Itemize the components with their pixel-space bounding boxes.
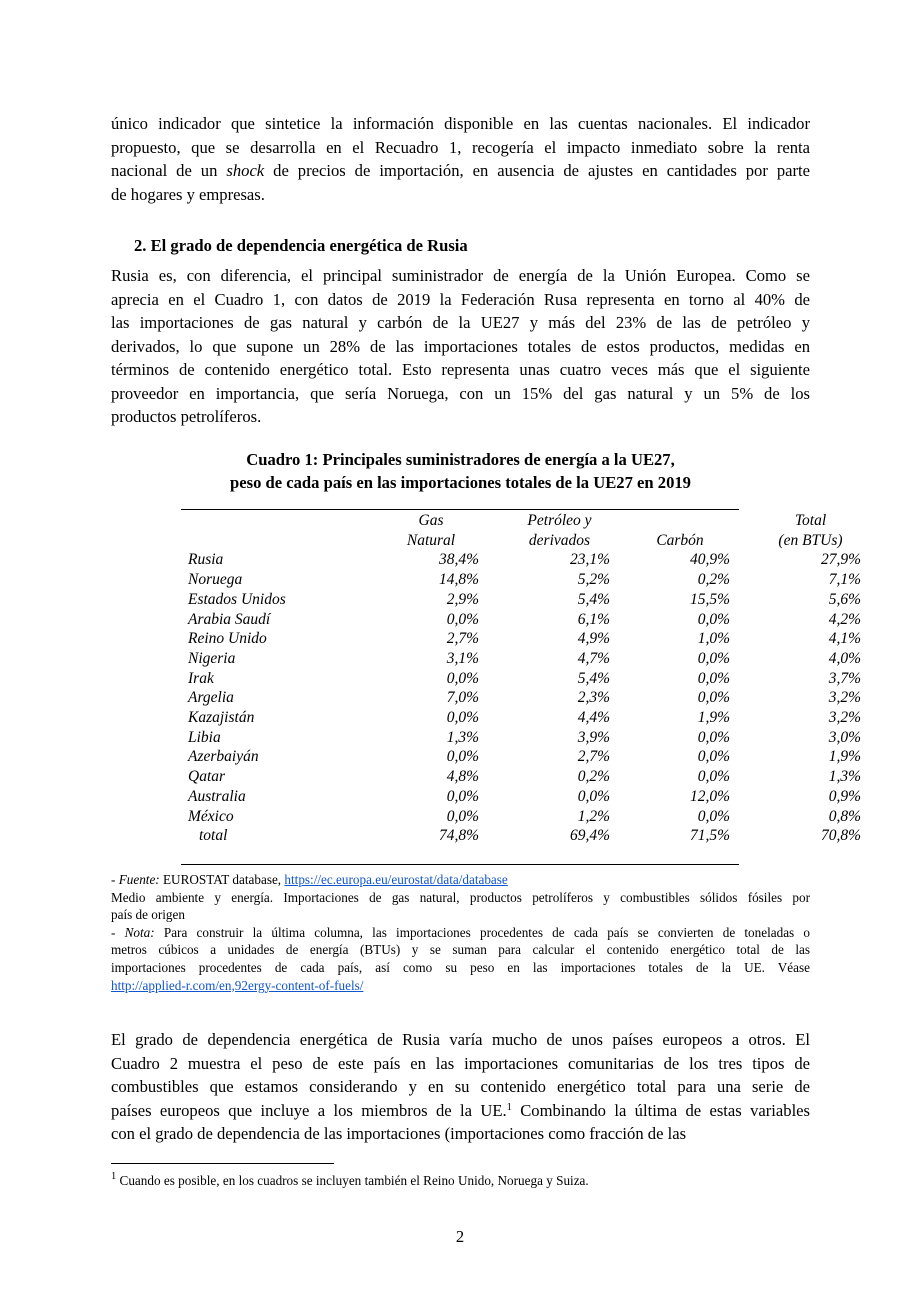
value-cell: 3,9% — [577, 728, 610, 746]
value-cell: 4,0% — [828, 649, 861, 667]
value-cell: 15,5% — [689, 590, 730, 608]
value-cell: 3,2% — [828, 709, 861, 727]
value-cell: 2,7% — [577, 748, 610, 766]
country-cell: Australia — [188, 787, 246, 805]
value-cell: 0,0% — [697, 649, 730, 667]
header-derivados: derivados — [528, 531, 591, 549]
table-row — [188, 807, 861, 827]
section-line: aprecia en el Cuadro 1, con datos de 2019 la Federación Rusa representa en torno al 40% de — [111, 289, 810, 309]
country-cell: Estados Unidos — [188, 590, 286, 608]
value-cell: 1,2% — [577, 807, 610, 825]
closing-paragraph — [111, 1028, 810, 1146]
value-cell: 0,0% — [697, 807, 730, 825]
value-cell: 4,7% — [577, 649, 610, 667]
source-line: - Fuente: EUROSTAT database, https://ec.europa.eu/eurostat/data/database — [111, 872, 508, 887]
table-row — [188, 610, 861, 630]
value-cell: 3,1% — [446, 649, 479, 667]
table-total-row — [188, 826, 861, 846]
value-cell: 0,0% — [697, 748, 730, 766]
value-cell: 0,9% — [828, 787, 861, 805]
country-cell: México — [188, 807, 234, 825]
value-cell: 2,7% — [446, 630, 479, 648]
value-cell: 1,0% — [697, 630, 730, 648]
value-cell: 0,2% — [577, 768, 610, 786]
country-cell: Azerbaiyán — [188, 748, 259, 766]
table-row — [188, 669, 861, 689]
table-header-row — [188, 511, 861, 531]
country-cell: Arabia Saudí — [188, 610, 271, 628]
country-cell: Nigeria — [188, 649, 236, 667]
table-row — [188, 747, 861, 767]
value-cell: 4,9% — [577, 630, 610, 648]
value-cell: 0,0% — [446, 748, 479, 766]
table-bottom-rule — [181, 864, 739, 865]
table-row — [188, 649, 861, 669]
table-row — [188, 787, 861, 807]
header-carbon: Carbón — [656, 531, 704, 549]
table-row — [188, 688, 861, 708]
intro-line: propuesto, que se desarrolla en el Recuadro 1, recogería el impacto inmediato sobre la renta — [111, 137, 810, 157]
value-cell: 3,2% — [828, 689, 861, 707]
source-link[interactable]: https://ec.europa.eu/eurostat/data/database — [284, 872, 508, 887]
total-value-cell: 70,8% — [820, 827, 861, 845]
value-cell: 4,8% — [446, 768, 479, 786]
section-line: derivados, lo que supone un 28% de las importaciones totales de estos productos, medidas en — [111, 336, 810, 356]
header-natural: Natural — [406, 531, 456, 549]
country-cell: Reino Unido — [188, 630, 267, 648]
country-cell: Rusia — [188, 551, 224, 569]
energy-suppliers-table — [188, 511, 861, 846]
country-cell: Noruega — [188, 571, 243, 589]
note-line: - Nota: Para construir la última columna, las importaciones procedentes de cada país se convierten de toneladas o — [111, 924, 810, 940]
caption-line-2: peso de cada país en las importaciones totales de la UE27 en 2019 — [230, 472, 691, 492]
total-value-cell: 69,4% — [569, 827, 610, 845]
value-cell: 1,9% — [697, 709, 730, 727]
section-heading: 2. El grado de dependencia energética de Rusia — [134, 236, 468, 255]
country-cell: Argelia — [188, 689, 234, 707]
page-number: 2 — [455, 1227, 465, 1246]
table-row — [188, 590, 861, 610]
intro-line: de hogares y empresas. — [111, 184, 265, 204]
footnote-rule — [111, 1163, 334, 1164]
caption-line-1: Cuadro 1: Principales suministradores de energía a la UE27, — [246, 450, 675, 469]
value-cell: 23,1% — [569, 551, 610, 569]
section-line: las importaciones de gas natural y carbón de la UE27 y más del 23% de las de petróleo y — [111, 313, 810, 332]
table-body — [188, 550, 861, 846]
table-top-rule — [181, 509, 739, 510]
note-line: metros cúbicos a unidades de energía (BTUs) y se suman para calcular el contenido energético total de las — [111, 942, 810, 958]
value-cell: 4,2% — [828, 610, 861, 628]
closing-line: combustibles que estamos considerando y en su contenido energético total para una serie de — [111, 1077, 810, 1096]
footnote-number: 1 — [111, 1171, 117, 1182]
value-cell: 38,4% — [438, 551, 479, 569]
header-gas: Gas — [418, 512, 444, 529]
italic-shock: shock — [226, 161, 265, 180]
table-row — [188, 728, 861, 748]
value-cell: 0,0% — [446, 610, 479, 628]
value-cell: 7,0% — [446, 689, 479, 707]
header-btus: (en BTUs) — [778, 531, 843, 549]
note-link[interactable]: http://applied-r.com/en,92ergy-content-of-fuels/ — [111, 977, 364, 993]
footnote-marker[interactable]: 1 — [506, 1101, 512, 1113]
table-row — [188, 708, 861, 728]
country-cell: Qatar — [188, 768, 226, 786]
value-cell: 5,2% — [577, 571, 610, 589]
value-cell: 5,4% — [577, 590, 610, 608]
value-cell: 0,0% — [446, 807, 479, 825]
closing-line: El grado de dependencia energética de Rusia varía mucho de unos países europeos a otros. El — [111, 1030, 810, 1049]
value-cell: 0,0% — [577, 787, 610, 805]
country-cell: Kazajistán — [188, 709, 255, 727]
table-row — [188, 629, 861, 649]
closing-line: Cuadro 2 muestra el peso de este país en las importaciones comunitarias de los tres tipos de — [111, 1053, 810, 1073]
section-line: términos de contenido energético total. Esto representa unas cuatro veces más que el siguiente — [111, 360, 810, 379]
value-cell: 4,1% — [828, 630, 861, 648]
note-line: importaciones procedentes de cada país, así como su peso en las importaciones totales de la UE. Véase — [111, 959, 810, 975]
intro-line: nacional de un shock de precios de importación, en ausencia de ajustes en cantidades por parte — [111, 161, 810, 180]
country-cell: Irak — [188, 669, 214, 687]
value-cell: 5,4% — [577, 669, 610, 687]
total-value-cell: 71,5% — [689, 827, 730, 845]
value-cell: 2,3% — [577, 689, 610, 707]
value-cell: 0,0% — [446, 669, 479, 687]
value-cell: 14,8% — [438, 571, 479, 589]
value-cell: 2,9% — [446, 590, 479, 608]
table-header-row — [188, 531, 861, 551]
value-cell: 0,0% — [697, 689, 730, 707]
value-cell: 3,0% — [828, 728, 861, 746]
value-cell: 1,9% — [828, 748, 861, 766]
table-caption — [111, 449, 810, 494]
note-line — [111, 977, 810, 995]
value-cell: 12,0% — [689, 787, 730, 805]
value-cell: 0,0% — [697, 728, 730, 746]
source-line: país de origen — [111, 907, 185, 923]
footnote: $^1$ Cuando es posible, en los cuadros se incluyen también el Reino Unido, Noruega y Suiza. — [111, 1171, 589, 1188]
table-notes — [111, 871, 810, 994]
value-cell: 6,1% — [577, 610, 610, 628]
total-value-cell: 74,8% — [438, 827, 479, 845]
intro-paragraph — [111, 112, 810, 206]
value-cell: 1,3% — [446, 728, 479, 746]
table-row — [188, 570, 861, 590]
value-cell: 0,0% — [446, 709, 479, 727]
value-cell: 0,0% — [446, 787, 479, 805]
closing-line: con el grado de dependencia de las importaciones (importaciones como fracción de las — [111, 1124, 687, 1143]
header-petroleo: Petróleo y — [527, 512, 592, 529]
value-cell: 5,6% — [828, 590, 861, 608]
section-paragraph — [111, 264, 810, 429]
intro-line: único indicador que sintetice la información disponible en las cuentas nacionales. El indicador — [111, 114, 810, 133]
value-cell: 7,1% — [828, 571, 861, 589]
source-line: Medio ambiente y energía. Importaciones de gas natural, productos petrolíferos y combustibles sólidos fósiles por — [111, 889, 810, 905]
value-cell: 27,9% — [820, 551, 861, 569]
value-cell: 0,8% — [828, 807, 861, 825]
header-total: Total — [794, 512, 827, 529]
value-cell: 1,3% — [828, 768, 861, 786]
value-cell: 0,2% — [697, 571, 730, 589]
value-cell: 0,0% — [697, 768, 730, 786]
value-cell: 0,0% — [697, 610, 730, 628]
section-line: productos petrolíferos. — [111, 407, 262, 426]
value-cell: 3,7% — [828, 669, 861, 687]
closing-line: países europeos que incluye a los miembros de la UE.$^1$ Combinando la última de estas variables — [111, 1100, 811, 1120]
table-row — [188, 550, 861, 570]
table-row — [188, 767, 861, 787]
section-line: proveedor en importancia, que sería Noruega, con un 15% del gas natural y un 5% de los — [111, 383, 810, 403]
section-line: Rusia es, con diferencia, el principal suministrador de energía de la Unión Europea. Como se — [111, 266, 810, 285]
total-label-cell: total — [199, 827, 228, 845]
country-cell: Libia — [188, 728, 221, 746]
value-cell: 0,0% — [697, 669, 730, 687]
value-cell: 40,9% — [689, 551, 730, 569]
value-cell: 4,4% — [577, 709, 610, 727]
